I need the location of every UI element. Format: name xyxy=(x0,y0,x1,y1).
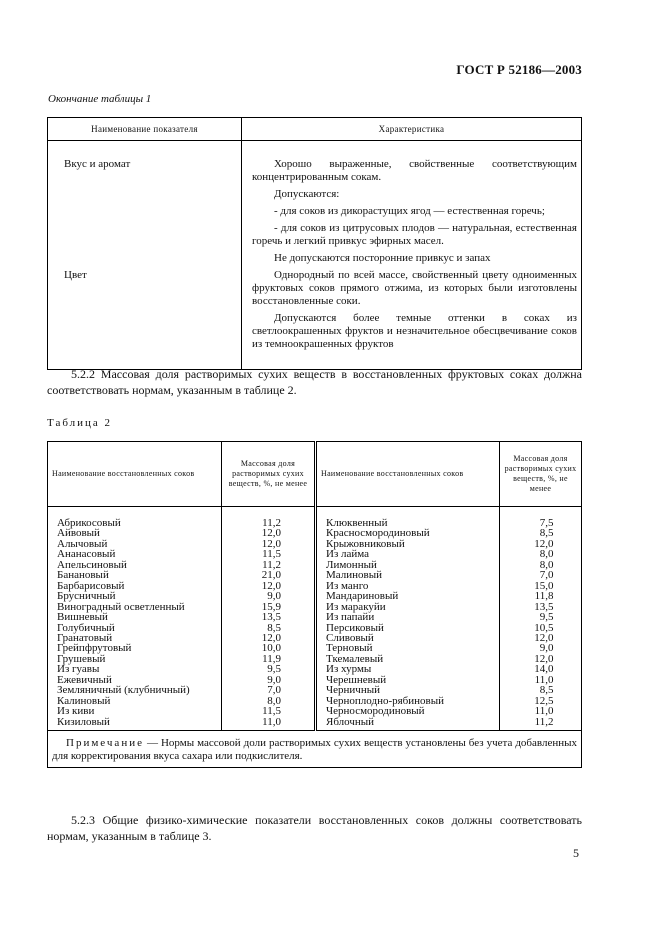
juice-name-right: Малиновый xyxy=(316,570,500,580)
juice-value-right: 7,5 xyxy=(539,517,554,529)
page-number: 5 xyxy=(573,846,579,860)
juice-name-left: Брусничный xyxy=(48,591,222,601)
table-row xyxy=(48,612,582,622)
juice-name-left: Из киви xyxy=(48,706,222,716)
characteristic-paragraph: Допускаются: xyxy=(274,188,340,200)
table1-col-characteristic: Характеристика xyxy=(242,118,582,141)
juice-name-right: Терновый xyxy=(316,643,500,653)
juice-value-right-cell xyxy=(500,507,582,529)
characteristic-paragraph: Хорошо выраженные, свойственные соответствующим концентрированным сокам. xyxy=(252,158,577,183)
juice-name-right: Ткемалевый xyxy=(316,654,500,664)
juice-name-left: Вишневый xyxy=(48,612,222,622)
indicator-name: Вкус и аромат xyxy=(48,141,242,270)
juice-value-right: 12,0 xyxy=(534,631,554,644)
juice-value-left: 12,0 xyxy=(261,537,281,550)
juice-name-left: Кизиловый xyxy=(48,717,222,731)
juice-name-right: Из папайи xyxy=(316,612,500,622)
juice-name-right: Лимонный xyxy=(316,560,500,570)
juice-name-right: Яблочный xyxy=(316,717,500,731)
juice-name-left: Айвовый xyxy=(48,528,222,538)
table-row xyxy=(48,664,582,674)
table-row xyxy=(48,528,582,538)
table-row xyxy=(48,623,582,633)
juice-value-left: 11,2 xyxy=(262,558,281,571)
table1-col-indicator: Наименование показателя xyxy=(48,118,242,141)
juice-name-left: Грушевый xyxy=(48,654,222,664)
characteristic-cell xyxy=(242,141,582,270)
juice-value-left: 9,0 xyxy=(267,590,281,603)
juice-value-right: 12,0 xyxy=(534,537,554,550)
table2-col-juice-name-left: Наименование восстановленных соков xyxy=(48,442,222,507)
juice-value-left: 11,9 xyxy=(262,652,281,665)
table-row xyxy=(48,549,582,559)
juice-name-right: Черничный xyxy=(316,685,500,695)
table-1 xyxy=(47,117,582,370)
juice-name-right: Из манго xyxy=(316,581,500,591)
juice-name-left: Калиновый xyxy=(48,696,222,706)
juice-name-left: Апельсиновый xyxy=(48,560,222,570)
table-row xyxy=(48,685,582,695)
juice-value-right: 8,0 xyxy=(539,548,554,561)
table2-col-value-right: Массовая доля растворимых сухих веществ, %, не менее xyxy=(500,442,582,507)
juice-value-right: 15,0 xyxy=(534,579,554,592)
juice-value-right: 11,2 xyxy=(534,715,554,728)
juice-value-left: 7,0 xyxy=(267,684,281,697)
juice-name-right: Черноплодно-рябиновый xyxy=(316,696,500,706)
juice-value-right: 8,5 xyxy=(539,527,554,540)
juice-name-right: Красносмородиновый xyxy=(316,528,500,538)
table2-body xyxy=(48,507,582,768)
juice-value-left: 9,0 xyxy=(267,673,281,686)
table-row xyxy=(48,507,582,529)
juice-value-right: 12,0 xyxy=(534,652,554,665)
characteristic-cell xyxy=(242,269,582,370)
juice-name-left: Барбарисовый xyxy=(48,581,222,591)
table1-continuation-label: Окончание таблицы 1 xyxy=(48,93,152,105)
juice-name-left: Ананасовый xyxy=(48,549,222,559)
juice-name-left: Земляничный (клубничный) xyxy=(48,685,222,695)
juice-name-right: Сливовый xyxy=(316,633,500,643)
juice-value-left: 13,5 xyxy=(261,611,281,624)
juice-value-left: 10,0 xyxy=(261,642,281,655)
juice-value-right: 8,5 xyxy=(539,684,554,697)
table-row xyxy=(48,560,582,570)
juice-value-right: 14,0 xyxy=(534,663,554,676)
juice-value-left: 12,0 xyxy=(261,527,281,540)
table-row xyxy=(48,141,582,270)
table2-col-value-left: Массовая доля растворимых сухих веществ, %, не менее xyxy=(222,442,316,507)
characteristic-paragraph: Допускаются более темные оттенки в соках из светлоокрашенных фруктов и незначительное обесцвечивание соков из темноокрашенных фруктов xyxy=(252,312,577,350)
juice-name-left: Из гуавы xyxy=(48,664,222,674)
juice-value-left: 11,5 xyxy=(262,548,281,561)
juice-name-right: Из хурмы xyxy=(316,664,500,674)
table2-note xyxy=(48,731,582,768)
juice-value-right: 11,8 xyxy=(534,590,554,603)
juice-value-right: 8,0 xyxy=(539,558,554,571)
table2-col-juice-name-right: Наименование восстановленных соков xyxy=(316,442,500,507)
juice-value-left-cell xyxy=(222,717,316,731)
note-label: Примечание xyxy=(66,737,144,750)
table-row xyxy=(48,602,582,612)
juice-value-left: 8,0 xyxy=(267,694,281,707)
juice-name-left: Ежевичный xyxy=(48,675,222,685)
note-text: — Нормы массовой доли растворимых сухих веществ установлены без учета добавленных для корректирования вкуса сахара или подкислителя. xyxy=(52,737,577,763)
table-row xyxy=(48,696,582,706)
juice-value-right: 10,5 xyxy=(534,621,554,634)
table-row xyxy=(48,654,582,664)
table-row xyxy=(48,570,582,580)
document-header: ГОСТ Р 52186—2003 xyxy=(456,62,582,77)
juice-name-left: Абрикосовый xyxy=(48,507,222,529)
juice-value-left-cell xyxy=(222,612,316,622)
table2-caption: Таблица 2 xyxy=(47,417,113,429)
table-row xyxy=(48,269,582,370)
juice-value-left: 12,0 xyxy=(261,631,281,644)
table-row xyxy=(48,581,582,591)
indicator-name: Цвет xyxy=(48,269,242,370)
juice-value-left: 11,0 xyxy=(262,715,281,728)
table-row xyxy=(48,539,582,549)
juice-name-left: Грейпфрутовый xyxy=(48,643,222,653)
juice-name-right: Из маракуйи xyxy=(316,602,500,612)
juice-value-left-cell xyxy=(222,507,316,529)
juice-name-right: Мандариновый xyxy=(316,591,500,601)
juice-name-left: Гранатовый xyxy=(48,633,222,643)
juice-value-left: 12,0 xyxy=(261,579,281,592)
juice-name-left: Алычовый xyxy=(48,539,222,549)
juice-name-left: Виноградный осветленный xyxy=(48,602,222,612)
juice-name-right: Крыжовниковый xyxy=(316,539,500,549)
juice-value-right: 11,0 xyxy=(534,673,554,686)
table-row xyxy=(48,643,582,653)
juice-value-left: 9,5 xyxy=(267,663,281,676)
juice-value-left: 15,9 xyxy=(261,600,281,613)
juice-value-right: 11,0 xyxy=(534,705,554,718)
table-row xyxy=(48,706,582,716)
juice-value-right: 13,5 xyxy=(534,600,554,613)
juice-name-right: Из лайма xyxy=(316,549,500,559)
juice-value-left: 21,0 xyxy=(261,569,281,582)
juice-value-right: 9,5 xyxy=(539,611,554,624)
table-2 xyxy=(47,441,582,768)
paragraph-5-2-3: 5.2.3 Общие физико-химические показатели восстановленных соков должны соответствовать нормам, указанным в таблице 3. xyxy=(47,813,582,843)
juice-name-right: Черешневый xyxy=(316,675,500,685)
juice-name-right: Персиковый xyxy=(316,623,500,633)
juice-name-right: Клюквенный xyxy=(316,507,500,529)
table2-note-row xyxy=(48,731,582,768)
paragraph-5-2-2: 5.2.2 Массовая доля растворимых сухих веществ в восстановленных фруктовых соках должна соответствовать нормам, указанным в таблице 2. xyxy=(47,367,582,397)
characteristic-paragraph: Однородный по всей массе, свойственный цвету одноименных фруктовых соков прямого отжима, из которых были изготовлены восстановленные соки. xyxy=(252,269,577,307)
characteristic-paragraph: - для соков из дикорастущих ягод — естественная горечь; xyxy=(274,205,545,217)
characteristic-paragraph: - для соков из цитрусовых плодов — натуральная, естественная горечь и легкий привкус эфирных масел. xyxy=(252,222,577,247)
juice-value-right: 7,0 xyxy=(539,569,554,582)
juice-value-left: 11,2 xyxy=(262,517,281,529)
juice-value-right: 9,0 xyxy=(539,642,554,655)
characteristic-paragraph: Не допускаются посторонние привкус и запах xyxy=(274,252,491,264)
juice-value-left: 11,5 xyxy=(262,705,281,718)
juice-value-right-cell xyxy=(500,717,582,731)
juice-value-right: 12,5 xyxy=(534,694,554,707)
juice-name-left: Голубичный xyxy=(48,623,222,633)
juice-value-left: 8,5 xyxy=(267,621,281,634)
juice-name-right: Черносмородиновый xyxy=(316,706,500,716)
table-row xyxy=(48,717,582,731)
juice-name-left: Банановый xyxy=(48,570,222,580)
juice-value-right-cell xyxy=(500,612,582,622)
